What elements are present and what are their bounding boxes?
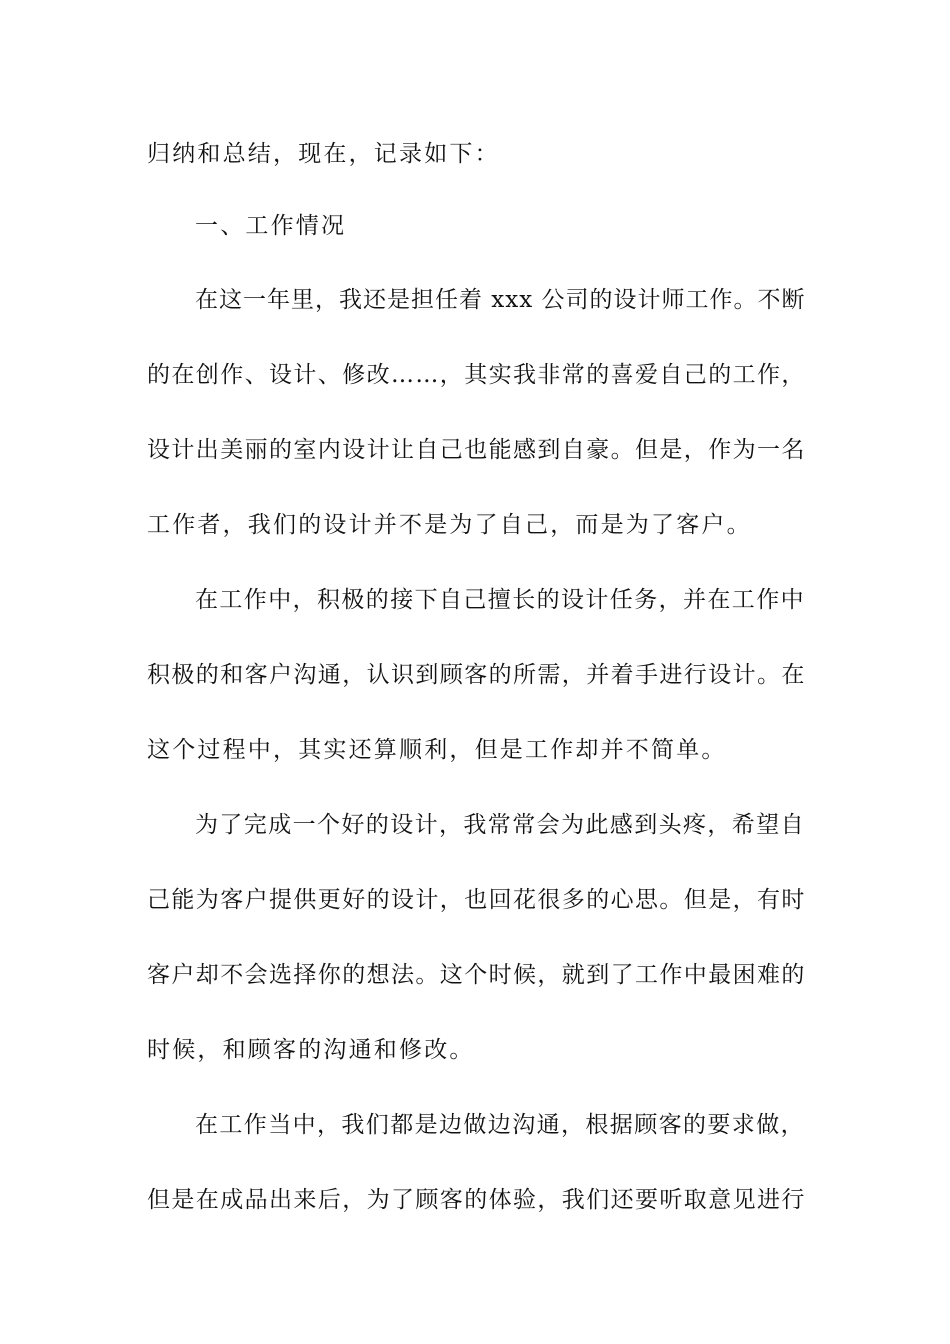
paragraph-line: 设计出美丽的室内设计让自己也能感到自豪。但是，作为一名	[147, 437, 806, 463]
text-line: 归纳和总结，现在，记录如下：	[147, 141, 500, 167]
paragraph-line: 时候，和顾客的沟通和修改。	[147, 1037, 475, 1063]
paragraph-line: 为了完成一个好的设计，我常常会为此感到头疼，希望自	[195, 812, 805, 838]
paragraph-line: 但是在成品出来后，为了顾客的体验，我们还要听取意见进行	[147, 1187, 806, 1213]
paragraph-line: 在工作中，积极的接下自己擅长的设计任务，并在工作中	[195, 587, 805, 613]
paragraph-line: 在工作当中，我们都是边做边沟通，根据顾客的要求做，	[195, 1112, 805, 1138]
paragraph-line: 客户却不会选择你的想法。这个时候，就到了工作中最困难的	[147, 962, 806, 988]
paragraph-line: 积极的和客户沟通，认识到顾客的所需，并着手进行设计。在	[147, 662, 806, 688]
paragraph-line: 这个过程中，其实还算顺利，但是工作却并不简单。	[147, 737, 727, 763]
paragraph-line: 工作者，我们的设计并不是为了自己，而是为了客户。	[147, 512, 752, 538]
paragraph-line: 己能为客户提供更好的设计，也回花很多的心思。但是，有时	[147, 887, 806, 913]
paragraph-line: 在这一年里，我还是担任着 xxx 公司的设计师工作。不断	[195, 287, 806, 313]
paragraph-line: 的在创作、设计、修改……，其实我非常的喜爱自己的工作，	[147, 362, 806, 388]
section-heading: 一、工作情况	[195, 213, 347, 239]
